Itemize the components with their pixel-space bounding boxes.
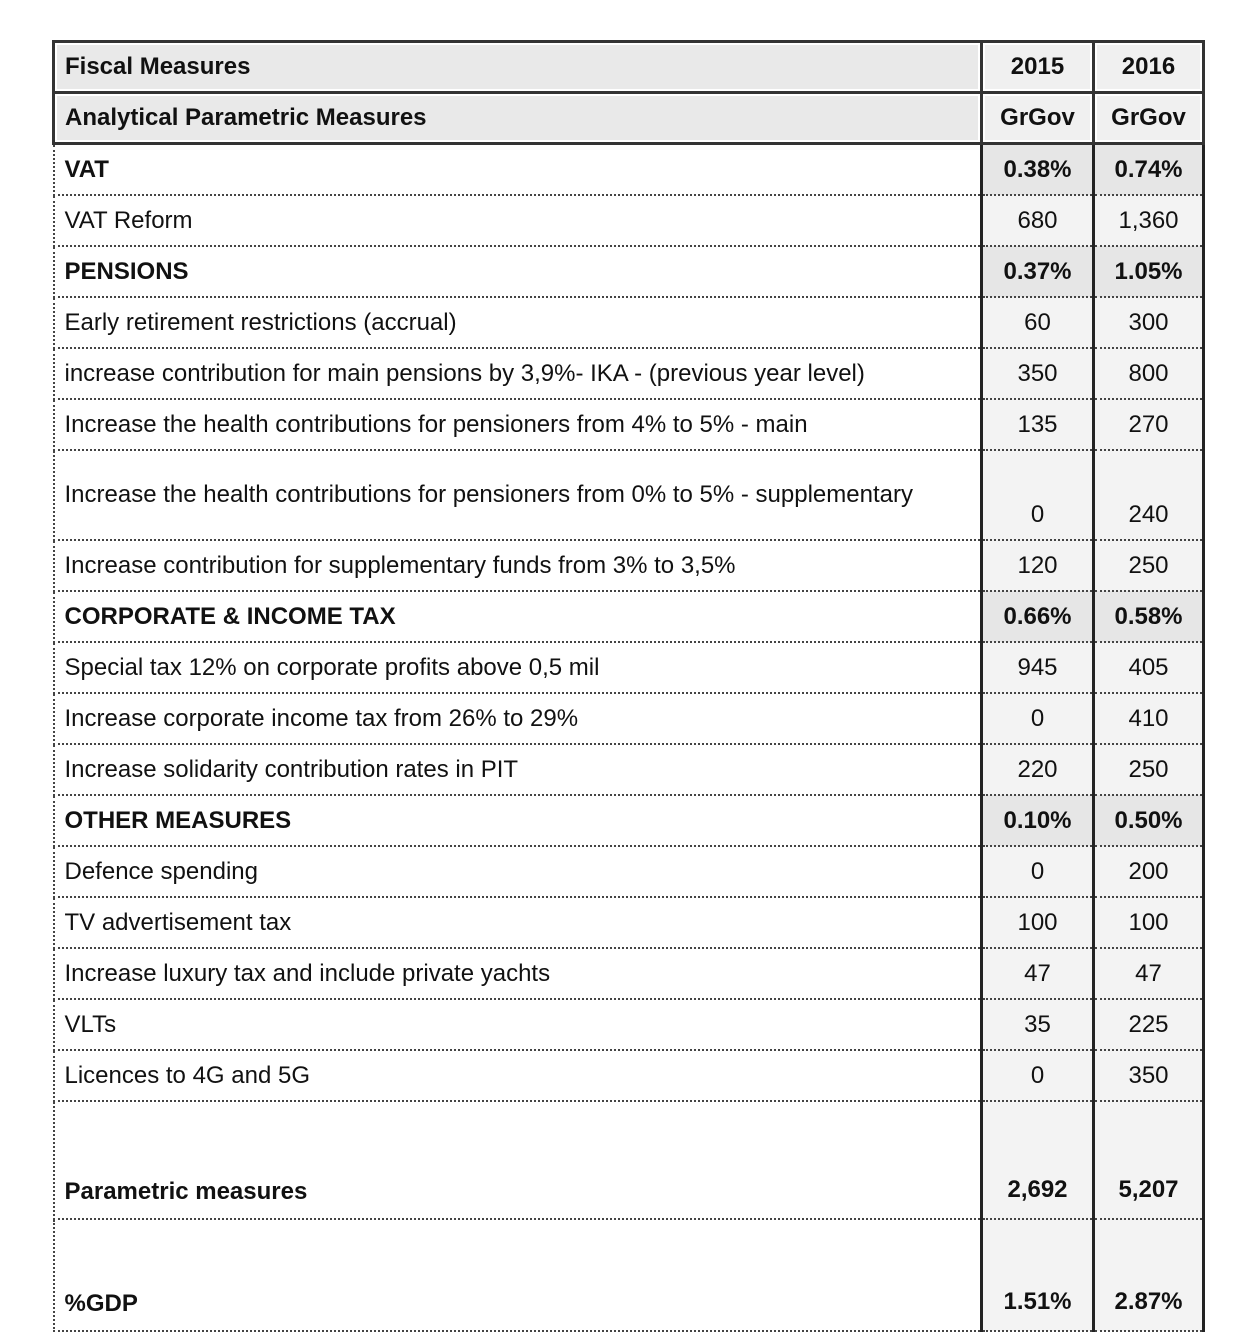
section-row — [54, 591, 1204, 642]
table-row — [54, 693, 1204, 744]
value-2016: 350 — [1094, 1050, 1204, 1101]
table-row — [54, 744, 1204, 795]
unit-2015-header: GrGov — [982, 93, 1094, 144]
value-2015: 0 — [982, 450, 1094, 540]
table-row — [54, 399, 1204, 450]
value-2016: 100 — [1094, 897, 1204, 948]
value-2015: 100 — [982, 897, 1094, 948]
unit-2016-header: GrGov — [1094, 93, 1204, 144]
measure-label: Increase luxury tax and include private yachts — [54, 948, 982, 999]
value-2015: 0.37% — [982, 246, 1094, 297]
measure-label: VLTs — [54, 999, 982, 1050]
measure-label: Increase the health contributions for pensioners from 4% to 5% - main — [54, 399, 982, 450]
section-row — [54, 144, 1204, 196]
table-row — [54, 297, 1204, 348]
section-row — [54, 795, 1204, 846]
value-2016: 250 — [1094, 744, 1204, 795]
fiscal-measures-table — [52, 40, 1205, 1332]
table-row — [54, 642, 1204, 693]
table-row — [54, 999, 1204, 1050]
table-subtitle: Analytical Parametric Measures — [54, 93, 982, 144]
value-2016: 300 — [1094, 297, 1204, 348]
value-2016: 0.50% — [1094, 795, 1204, 846]
measure-label: TV advertisement tax — [54, 897, 982, 948]
value-2015: 0.66% — [982, 591, 1094, 642]
value-2015: 120 — [982, 540, 1094, 591]
header-row-title — [54, 42, 1204, 93]
value-2015: 0 — [982, 846, 1094, 897]
measure-label: Increase corporate income tax from 26% to 29% — [54, 693, 982, 744]
value-2015: 0 — [982, 1050, 1094, 1101]
measure-label: Increase contribution for supplementary funds from 3% to 3,5% — [54, 540, 982, 591]
value-2015: 680 — [982, 195, 1094, 246]
value-2015: 47 — [982, 948, 1094, 999]
gdp-2016: 2.87% — [1094, 1219, 1204, 1331]
value-2015: 0.38% — [982, 144, 1094, 196]
header-row-subtitle — [54, 93, 1204, 144]
value-2015: 0.10% — [982, 795, 1094, 846]
measure-label: increase contribution for main pensions by 3,9%- IKA - (previous year level) — [54, 348, 982, 399]
measure-label: VAT Reform — [54, 195, 982, 246]
value-2016: 0.58% — [1094, 591, 1204, 642]
value-2016: 405 — [1094, 642, 1204, 693]
table-row — [54, 540, 1204, 591]
fiscal-measures-sheet — [52, 40, 1202, 1332]
value-2016: 270 — [1094, 399, 1204, 450]
year-2016-header: 2016 — [1094, 42, 1204, 93]
measure-label: Increase the health contributions for pensioners from 0% to 5% - supplementary — [54, 450, 982, 540]
table-row — [54, 195, 1204, 246]
section-label: VAT — [54, 144, 982, 196]
value-2016: 47 — [1094, 948, 1204, 999]
measure-label: Early retirement restrictions (accrual) — [54, 297, 982, 348]
value-2015: 0 — [982, 693, 1094, 744]
section-label: CORPORATE & INCOME TAX — [54, 591, 982, 642]
measure-label: Increase solidarity contribution rates in PIT — [54, 744, 982, 795]
gdp-2015: 1.51% — [982, 1219, 1094, 1331]
table-row — [54, 1050, 1204, 1101]
gdp-label: %GDP — [54, 1219, 982, 1331]
gdp-row — [54, 1219, 1204, 1331]
value-2015: 60 — [982, 297, 1094, 348]
value-2016: 225 — [1094, 999, 1204, 1050]
parametric-total-label: Parametric measures — [54, 1101, 982, 1219]
value-2016: 1,360 — [1094, 195, 1204, 246]
table-row — [54, 348, 1204, 399]
table-title: Fiscal Measures — [54, 42, 982, 93]
measure-label: Licences to 4G and 5G — [54, 1050, 982, 1101]
value-2016: 800 — [1094, 348, 1204, 399]
value-2015: 350 — [982, 348, 1094, 399]
value-2016: 250 — [1094, 540, 1204, 591]
section-label: PENSIONS — [54, 246, 982, 297]
parametric-total-2016: 5,207 — [1094, 1101, 1204, 1219]
year-2015-header: 2015 — [982, 42, 1094, 93]
parametric-total-row — [54, 1101, 1204, 1219]
value-2016: 1.05% — [1094, 246, 1204, 297]
value-2015: 945 — [982, 642, 1094, 693]
value-2016: 200 — [1094, 846, 1204, 897]
value-2016: 0.74% — [1094, 144, 1204, 196]
section-row — [54, 246, 1204, 297]
table-row — [54, 450, 1204, 540]
measure-label: Special tax 12% on corporate profits above 0,5 mil — [54, 642, 982, 693]
table-row — [54, 948, 1204, 999]
measure-label: Defence spending — [54, 846, 982, 897]
value-2015: 135 — [982, 399, 1094, 450]
value-2015: 35 — [982, 999, 1094, 1050]
value-2016: 410 — [1094, 693, 1204, 744]
section-label: OTHER MEASURES — [54, 795, 982, 846]
table-row — [54, 846, 1204, 897]
value-2016: 240 — [1094, 450, 1204, 540]
parametric-total-2015: 2,692 — [982, 1101, 1094, 1219]
value-2015: 220 — [982, 744, 1094, 795]
table-row — [54, 897, 1204, 948]
